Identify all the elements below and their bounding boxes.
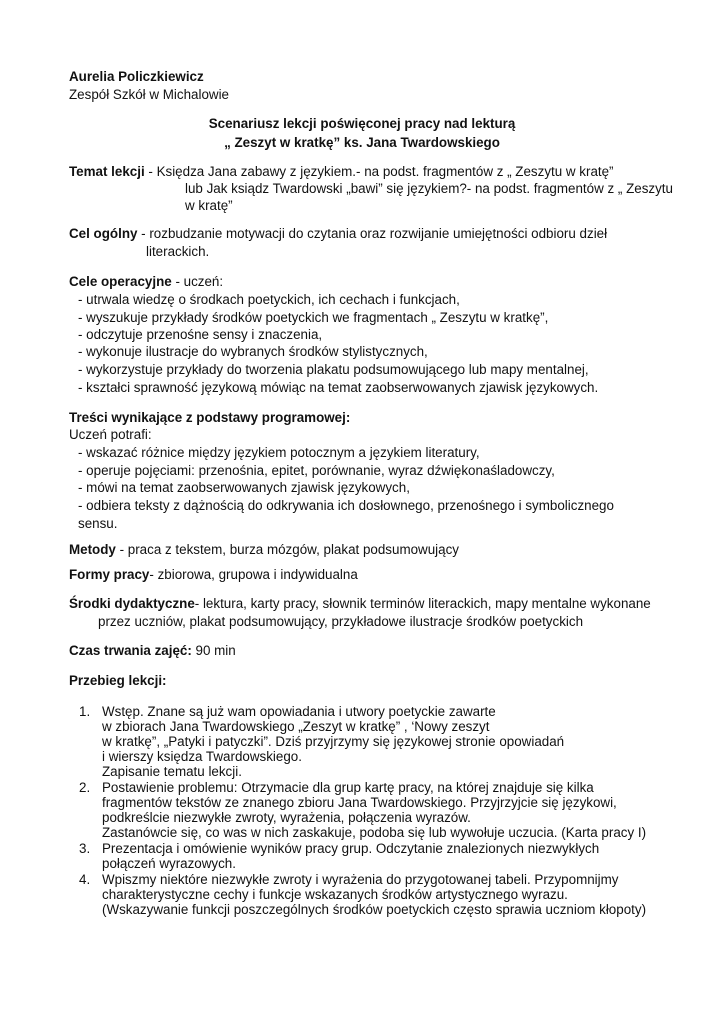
srodki-dydaktyczne-line2: przez uczniów, plakat podsumowujący, przykładowe ilustracje środków poetyckich (98, 614, 584, 629)
czas-trwania-label: Czas trwania zajęć: (69, 643, 192, 658)
przebieg-lekcji-label: Przebieg lekcji: (69, 673, 167, 688)
cel-ogolny-text: - rozbudzanie motywacji do czytania oraz rozwijanie umiejętności odbioru dzieł (137, 226, 608, 241)
formy-pracy-row (69, 567, 358, 583)
metody-label: Metody (69, 542, 116, 557)
temat-lekcji-text: - Księdza Jana zabawy z językiem.- na podst. fragmentów z „ Zeszytu w kratę” (144, 164, 614, 179)
step-number: 4. (79, 872, 91, 887)
cel-ogolny-label: Cel ogólny (69, 226, 138, 241)
document-title-line1: Scenariusz lekcji poświęconej pracy nad lekturą (208, 116, 516, 131)
tresci-item: - odbiera teksty z dążnością do odkrywania ich dosłownego, przenośnego i symbolicznego (78, 498, 614, 513)
tresci-item-continued: sensu. (78, 516, 118, 531)
metody-text: - praca z tekstem, burza mózgów, plakat podsumowujący (115, 542, 459, 557)
srodki-dydaktyczne-text: - lektura, karty pracy, słownik terminów literackich, mapy mentalne wykonane (194, 596, 651, 611)
tresci-label: Treści wynikające z podstawy programowej: (69, 410, 351, 425)
step-line: Zapisanie tematu lekcji. (102, 764, 242, 779)
step-line: podkreślcie niezwykłe zwroty, wyrażenia, połączenia wyrazów. (102, 810, 471, 825)
step-line: Zastanówcie się, co was w nich zaskakuje, podoba się lub wywołuje uczucia. (Karta pracy I) (102, 825, 647, 840)
cele-operacyjne-row (69, 274, 223, 290)
cele-operacyjne-item: - kształci sprawność językową mówiąc na temat zaobserwowanych zjawisk językowych. (78, 380, 599, 395)
cele-operacyjne-item: - wyszukuje przykłady środków poetyckich we fragmentach „ Zeszytu w kratkę”, (78, 310, 549, 325)
step-line: Postawienie problemu: Otrzymacie dla grup kartę pracy, na której znajduje się kilka (102, 780, 594, 795)
srodki-dydaktyczne-label: Środki dydaktyczne (69, 596, 195, 611)
formy-pracy-label: Formy pracy (69, 567, 150, 582)
cel-ogolny-line2: literackich. (146, 244, 210, 259)
cele-operacyjne-item: - odczytuje przenośne sensy i znaczenia, (78, 327, 323, 342)
cele-operacyjne-item: - utrwala wiedzę o środkach poetyckich, ich cechach i funkcjach, (78, 292, 460, 307)
step-number: 1. (79, 704, 91, 719)
temat-lekcji-row (69, 164, 614, 180)
tresci-item: - wskazać różnice między językiem potocznym a językiem literatury, (78, 445, 480, 460)
temat-lekcji-line2: lub Jak ksiądz Twardowski „bawi” się językiem?- na podst. fragmentów z „ Zeszytu (185, 181, 673, 196)
step-line: charakterystyczne cechy i funkcje wskazanych środków artystycznego wyrazu. (102, 887, 568, 902)
school-name: Zespół Szkół w Michalowie (69, 87, 230, 102)
czas-trwania-row (69, 643, 236, 659)
step-number: 3. (79, 841, 91, 856)
step-line: i wierszy księdza Twardowskiego. (102, 749, 302, 764)
temat-lekcji-line3: w kratę” (185, 198, 233, 213)
step-number: 2. (79, 780, 91, 795)
document-title-line2: „ Zeszyt w kratkę” ks. Jana Twardowskiego (224, 135, 500, 150)
step-line: w kratkę”, „Patyki i patyczki”. Dziś przyjrzymy się językowej stronie opowiadań (102, 734, 565, 749)
author-name: Aurelia Policzkiewicz (69, 69, 204, 84)
temat-lekcji-label: Temat lekcji (69, 164, 145, 179)
metody-row (69, 542, 459, 558)
step-line: fragmentów tekstów ze znanego zbioru Jana Twardowskiego. Przyjrzyjcie się językowi, (102, 795, 617, 810)
czas-trwania-value: 90 min (191, 643, 236, 658)
cel-ogolny-row (69, 226, 607, 242)
tresci-intro: Uczeń potrafi: (69, 427, 152, 442)
tresci-item: - operuje pojęciami: przenośnia, epitet, porównanie, wyraz dźwiękonaśladowczy, (78, 463, 555, 478)
step-line: Prezentacja i omówienie wyników pracy grup. Odczytanie znalezionych niezwykłych (102, 841, 600, 856)
cele-operacyjne-intro: - uczeń: (171, 274, 224, 289)
step-line: Wstęp. Znane są już wam opowiadania i utwory poetyckie zawarte (102, 704, 496, 719)
tresci-item: - mówi na temat zaobserwowanych zjawisk językowych, (78, 480, 410, 495)
cele-operacyjne-item: - wykonuje ilustracje do wybranych środków stylistycznych, (78, 344, 428, 359)
srodki-dydaktyczne-row (69, 596, 651, 612)
cele-operacyjne-item: - wykorzystuje przykłady do tworzenia plakatu podsumowującego lub mapy mentalnej, (78, 362, 589, 377)
cele-operacyjne-label: Cele operacyjne (69, 274, 172, 289)
step-line: (Wskazywanie funkcji poszczególnych środków poetyckich często sprawia uczniom kłopoty) (102, 902, 647, 917)
step-line: Wpiszmy niektóre niezwykłe zwroty i wyrażenia do przygotowanej tabeli. Przypomnijmy (102, 872, 619, 887)
formy-pracy-text: - zbiorowa, grupowa i indywidualna (149, 567, 358, 582)
step-line: połączeń wyrazowych. (102, 856, 236, 871)
step-line: w zbiorach Jana Twardowskiego „Zeszyt w kratkę” , ‘Nowy zeszyt (102, 719, 490, 734)
